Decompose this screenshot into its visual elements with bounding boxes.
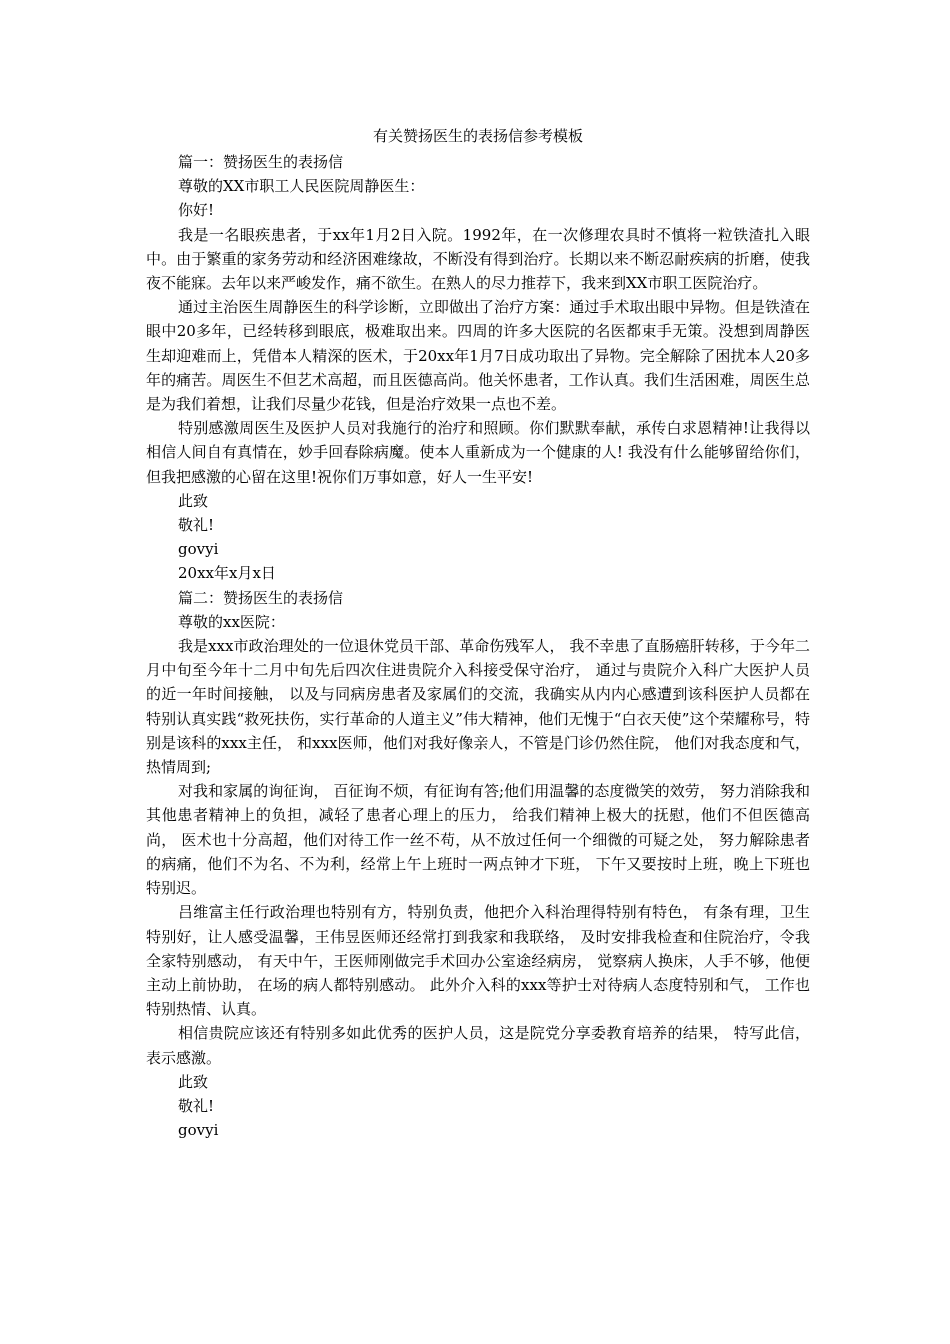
section2-paragraph: 吕维富主任行政治理也特别有方，特别负责，他把介入科治理得特别有特色， 有条有理，卫生特别好，让人感受温馨，王伟昱医师还经常打到我家和我联络， 及时安排我检查和住院治疗，令我全家特别感动， 有天中午，王医师刚做完手术回办公室途经病房， 觉察病人换床，人手不够，他便主动上前协助， 在场的病人都特别感动。 此外介入科的xxx等护士对待病人态度特别和气， 工作也特别热情、认真。	[146, 903, 810, 1019]
section1-closing-2: 敬礼!	[178, 516, 215, 535]
document-page	[146, 122, 810, 1142]
section1-paragraph: 我是一名眼疾患者，于xx年1月2日入院。1992年，在一次修理农具时不慎将一粒铁渣扎入眼中。由于繁重的家务劳动和经济困难缘故，不断没有得到治疗。长期以来不断忍耐疾病的折磨，使我夜不能寐。去年以来严峻发作，痛不欲生。在熟人的尽力推荐下，我来到XX市职工医院治疗。	[146, 225, 810, 293]
section2-closing-2: 敬礼!	[178, 1096, 215, 1115]
section1-closing-1: 此致	[178, 491, 209, 510]
section1-signature: govyi	[178, 540, 219, 559]
section1-date: 20xx年x月x日	[178, 564, 276, 583]
section2-signature: govyi	[178, 1121, 219, 1140]
section1-heading: 篇一：赞扬医生的表扬信	[178, 153, 344, 171]
document-title: 有关赞扬医生的表扬信参考模板	[372, 127, 583, 145]
section1-paragraph: 特别感激周医生及医护人员对我施行的治疗和照顾。你们默默奉献，承传白求恩精神!让我得以相信人间自有真情在，妙手回春除病魔。使本人重新成为一个健康的人! 我没有什么能够留给你们，但我把感激的心留在这里!祝你们万事如意，好人一生平安!	[146, 419, 810, 486]
section2-paragraph: 我是xxx市政治理处的一位退休党员干部、革命伤残军人， 我不幸患了直肠癌肝转移，于今年二月中旬至今年十二月中旬先后四次住进贵院介入科接受保守治疗， 通过与贵院介入科广大医护人员的近一年时间接触， 以及与同病房患者及家属们的交流，我确实从内内心感遭到该科医护人员都在特别认真实践“救死扶伤，实行革命的人道主义”伟大精神，他们无愧于“白衣天使”这个荣耀称号，特别是该科的xxx主任， 和xxx医师，他们对我好像亲人，不管是门诊仍然住院， 他们对我态度和气，热情周到;	[146, 637, 810, 777]
section1-paragraph: 通过主治医生周静医生的科学诊断，立即做出了治疗方案：通过手术取出眼中异物。但是铁渣在眼中20多年，已经转移到眼底，极难取出来。四周的许多大医院的名医都束手无策。没想到周静医生却迎难而上，凭借本人精深的医术，于20xx年1月7日成功取出了异物。完全解除了困扰本人20多年的痛苦。周医生不但艺术高超，而且医德高尚。他关怀患者，工作认真。我们生活困难，周医生总是为我们着想，让我们尽量少花钱，但是治疗效果一点也不差。	[146, 298, 810, 414]
section2-paragraph: 对我和家属的询征询， 百征询不烦，有征询有答;他们用温馨的态度微笑的效劳， 努力消除我和其他患者精神上的负担，减轻了患者心理上的压力， 给我们精神上极大的抚慰，他们不但医德高尚， 医术也十分高超，他们对待工作一丝不苟，从不放过任何一个细微的可疑之处， 努力解除患者的病痛，他们不为名、不为利，经常上午上班时一两点钟才下班， 下午又要按时上班，晚上下班也特别迟。	[146, 782, 810, 898]
section2-closing-1: 此致	[178, 1072, 209, 1091]
section1-salutation: 尊敬的XX市职工人民医院周静医生：	[178, 177, 425, 196]
section2-heading: 篇二：赞扬医生的表扬信	[178, 588, 344, 607]
section1-greeting: 你好!	[178, 201, 215, 220]
section2-salutation: 尊敬的xx医院：	[178, 612, 285, 631]
section2-paragraph: 相信贵院应该还有特别多如此优秀的医护人员，这是院党分享委教育培养的结果， 特写此信，表示感激。	[146, 1024, 810, 1067]
